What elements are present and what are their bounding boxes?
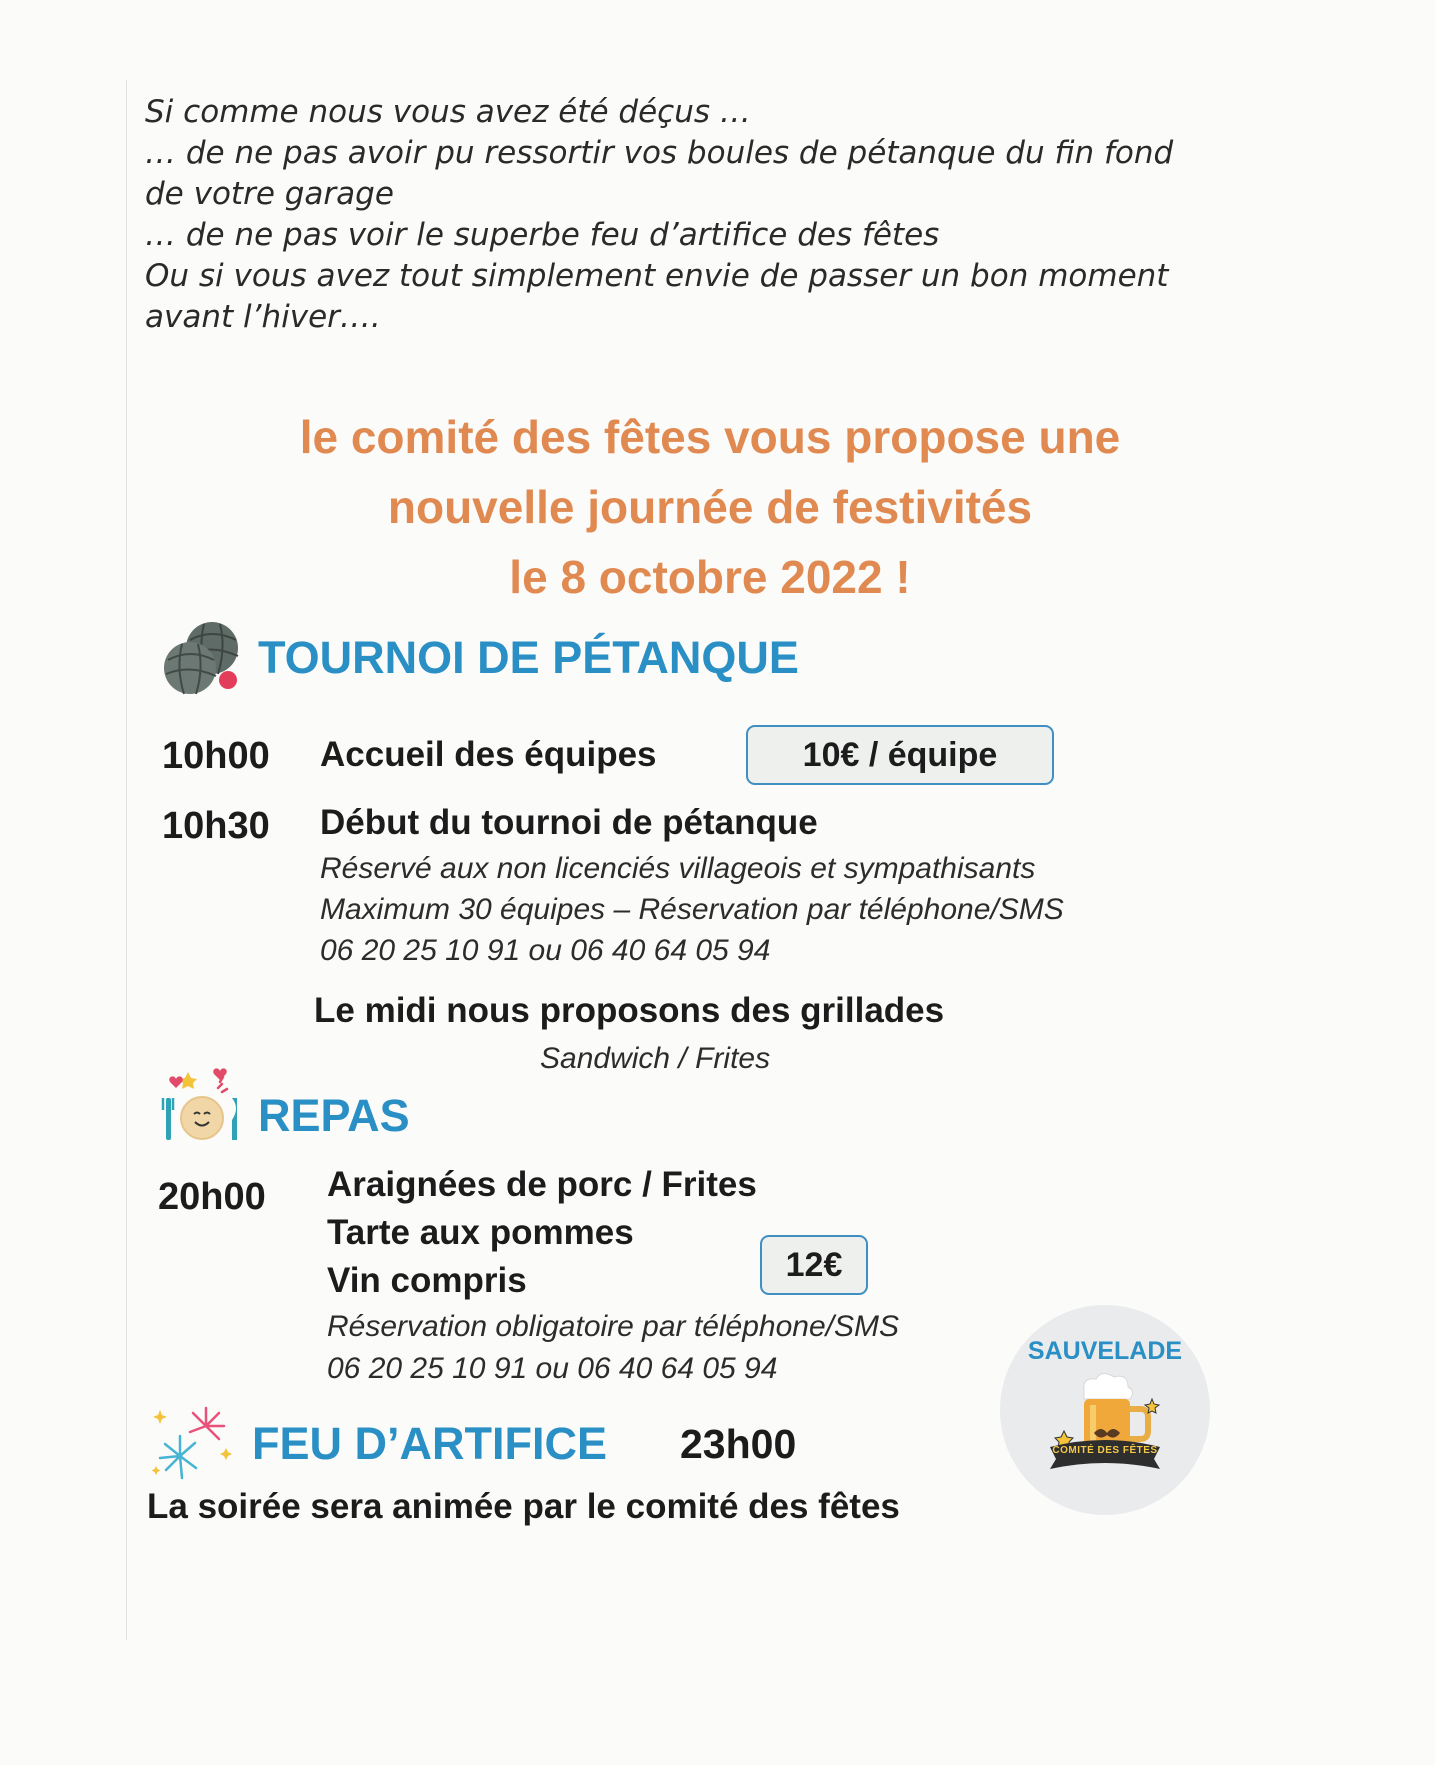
repas-time: 20h00 (158, 1176, 266, 1218)
fireworks-icon (148, 1400, 236, 1482)
logo-name: SAUVELADE (1027, 1337, 1183, 1365)
petanque-phones: 06 20 25 10 91 ou 06 40 64 05 94 (320, 934, 771, 967)
petanque-title: TOURNOI DE PÉTANQUE (258, 632, 799, 683)
repas-note: Réservation obligatoire par téléphone/SMS (327, 1310, 900, 1343)
petanque-slot1-label: Accueil des équipes (320, 735, 657, 774)
petanque-note-2: Maximum 30 équipes – Réservation par téléphone/SMS (320, 893, 1064, 926)
lunch-detail: Sandwich / Frites (540, 1042, 771, 1075)
headline (120, 402, 1300, 612)
repas-item-3: Vin compris (327, 1261, 527, 1300)
petanque-slot1-time: 10h00 (162, 735, 270, 777)
intro-line-1: Si comme nous vous avez été déçus … (145, 94, 751, 130)
intro-line-4: Ou si vous avez tout simplement envie de passer un bon moment avant l’hiver…. (145, 258, 1169, 335)
sauvelade-logo (1000, 1305, 1210, 1515)
headline-line-1: le comité des fêtes vous propose une (299, 411, 1121, 463)
petanque-slot2-time: 10h30 (162, 805, 270, 847)
lunch-text: Le midi nous proposons des grillades (314, 991, 945, 1030)
intro-line-3: … de ne pas voir le superbe feu d’artifice des fêtes (145, 217, 940, 253)
petanque-note-1: Réservé aux non licenciés villageois et sympathisants (320, 852, 1036, 885)
beer-mug-mustache-icon (1040, 1369, 1170, 1479)
logo-ribbon: COMITÉ DES FÊTES (1052, 1445, 1158, 1456)
repas-price-box: 12€ (760, 1235, 868, 1295)
petanque-balls-icon (160, 618, 245, 698)
repas-item-2: Tarte aux pommes (327, 1213, 634, 1252)
intro-text (145, 92, 1185, 338)
intro-line-2: … de ne pas avoir pu ressortir vos boules de pétanque du fin fond de votre garage (145, 135, 1174, 212)
petanque-slot2-label: Début du tournoi de pétanque (320, 803, 818, 842)
repas-title: REPAS (258, 1090, 410, 1141)
closing-text: La soirée sera animée par le comité des fêtes (147, 1487, 900, 1526)
feu-title: FEU D’ARTIFICE (252, 1418, 607, 1469)
petanque-price-box: 10€ / équipe (746, 725, 1054, 785)
page-edge (126, 80, 127, 1640)
headline-line-3: le 8 octobre 2022 ! (509, 551, 911, 603)
headline-line-2: nouvelle journée de festivités (387, 481, 1033, 533)
repas-item-1: Araignées de porc / Frites (327, 1165, 757, 1204)
feu-time: 23h00 (680, 1421, 797, 1467)
smiling-face-with-cutlery-icon (158, 1062, 244, 1146)
repas-phones: 06 20 25 10 91 ou 06 40 64 05 94 (327, 1352, 778, 1385)
